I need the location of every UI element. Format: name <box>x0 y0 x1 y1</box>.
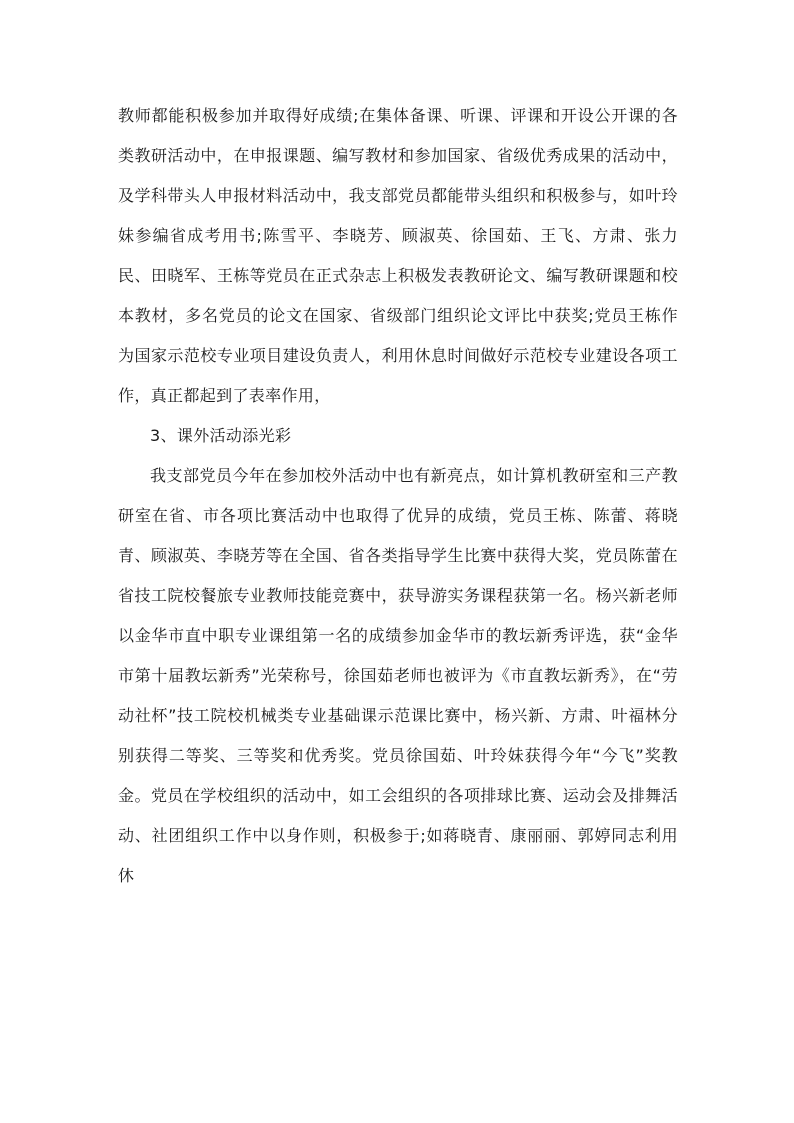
paragraph-teaching-research: 教师都能积极参加并取得好成绩;在集体备课、听课、评课和开设公开课的各类教研活动中，在申报课题、编写教材和参加国家、省级优秀成果的活动中，及学科带头人申报材料活动中，我支部党员都能带头组织和积极参与，如叶玲妹参编省成考用书;陈雪平、李晓芳、顾淑英、徐国茹、王飞、方肃、张力民、田晓军、王栋等党员在正式杂志上积极发表教研论文、编写教研课题和校本教材，多名党员的论文在国家、省级部门组织论文评比中获奖;党员王栋作为国家示范校专业项目建设负责人，利用休息时间做好示范校专业建设各项工作，真正都起到了表率作用， <box>118 106 678 405</box>
paragraph-extracurricular-activities: 我支部党员今年在参加校外活动中也有新亮点，如计算机教研室和三产教研室在省、市各项比赛活动中也取得了优异的成绩，党员王栋、陈蕾、蒋晓青、顾淑英、李晓芳等在全国、省各类指导学生比赛中获得大奖，党员陈蕾在省技工院校餐旅专业教师技能竞赛中，获导游实务课程获第一名。杨兴新老师以金华市直中职专业课组第一名的成绩参加金华市的教坛新秀评选，获“金华市第十届教坛新秀”光荣称号，徐国茹老师也被评为《市直教坛新秀》，在“劳动社杯”技工院校机械类专业基础课示范课比赛中，杨兴新、方肃、叶福林分别获得二等奖、三等奖和优秀奖。党员徐国茹、叶玲妹获得今年“今飞”奖教金。党员在学校组织的活动中，如工会组织的各项排球比赛、运动会及排舞活动、社团组织工作中以身作则，积极参于;如蒋晓青、康丽丽、郭婷同志利用休 <box>118 466 678 885</box>
section-heading-extracurricular: 3、课外活动添光彩 <box>150 426 292 445</box>
document-body <box>118 96 678 896</box>
